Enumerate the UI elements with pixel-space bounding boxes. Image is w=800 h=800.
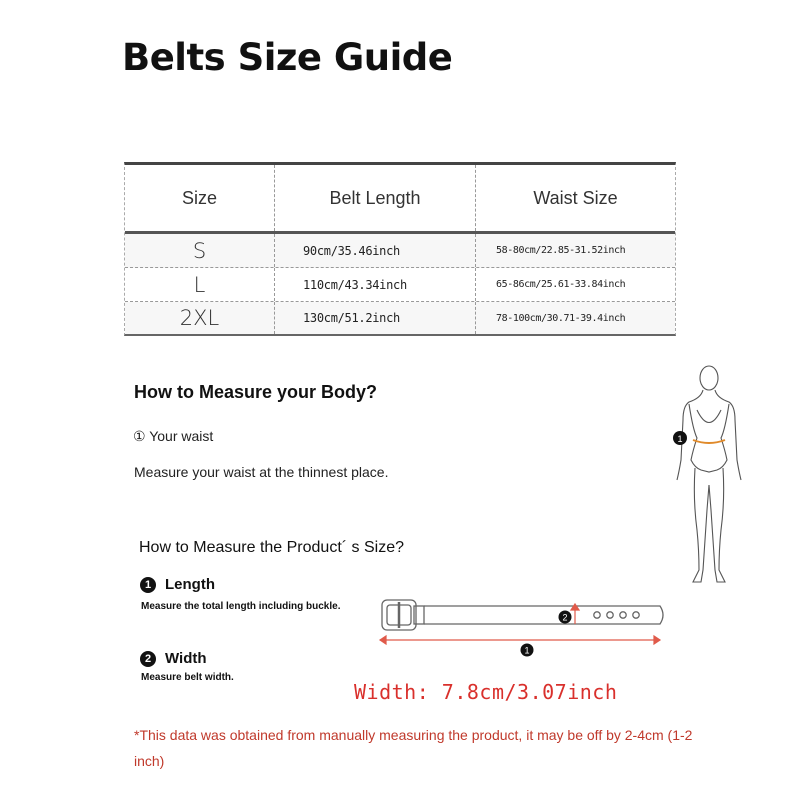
size-cell: S bbox=[125, 234, 275, 267]
length-cell: 90cm/35.46inch bbox=[275, 234, 476, 267]
length-cell: 130cm/51.2inch bbox=[275, 302, 476, 334]
number-two-icon: 2 bbox=[140, 651, 156, 667]
waist-instruction: Measure your waist at the thinnest place. bbox=[134, 464, 389, 480]
size-cell: L bbox=[125, 268, 275, 301]
width-marker-number: 2 bbox=[562, 612, 568, 623]
length-description: Measure the total length including buckle. bbox=[141, 601, 341, 612]
waist-cell: 78-100cm/30.71-39.4inch bbox=[496, 312, 626, 324]
table-row bbox=[125, 302, 675, 334]
length-cell: 110cm/43.34inch bbox=[275, 268, 476, 301]
product-measure-heading: How to Measure the Product´ s Size? bbox=[139, 539, 405, 556]
measurement-disclaimer: *This data was obtained from manually measuring the product, it may be off by 2-4cm (1-2 inch) bbox=[134, 727, 693, 769]
table-row bbox=[125, 268, 675, 302]
header-waist-size: Waist Size bbox=[533, 187, 618, 208]
length-label: Length bbox=[165, 576, 215, 593]
body-figure-illustration bbox=[665, 360, 785, 590]
table-row bbox=[125, 234, 675, 268]
width-value: Width: 7.8cm/3.07inch bbox=[354, 680, 618, 704]
header-belt-length: Belt Length bbox=[275, 165, 476, 231]
page-title: Belts Size Guide bbox=[122, 36, 453, 79]
length-marker-number: 1 bbox=[524, 645, 530, 656]
waist-label: ① Your waist bbox=[133, 428, 214, 444]
table-header-row bbox=[125, 165, 675, 234]
number-one-icon: 1 bbox=[140, 577, 156, 593]
header-size: Size bbox=[125, 165, 275, 231]
waist-cell: 58-80cm/22.85-31.52inch bbox=[496, 245, 626, 256]
belt-diagram-illustration bbox=[370, 588, 680, 663]
width-description: Measure belt width. bbox=[141, 672, 234, 683]
waist-cell: 65-86cm/25.61-33.84inch bbox=[496, 279, 626, 290]
width-heading bbox=[140, 650, 207, 667]
size-cell: 2XL bbox=[125, 302, 275, 334]
length-heading bbox=[140, 576, 215, 593]
waist-marker-number: 1 bbox=[677, 434, 683, 444]
body-measure-heading: How to Measure your Body? bbox=[134, 382, 378, 402]
size-table bbox=[124, 162, 676, 336]
width-label: Width bbox=[165, 650, 207, 667]
